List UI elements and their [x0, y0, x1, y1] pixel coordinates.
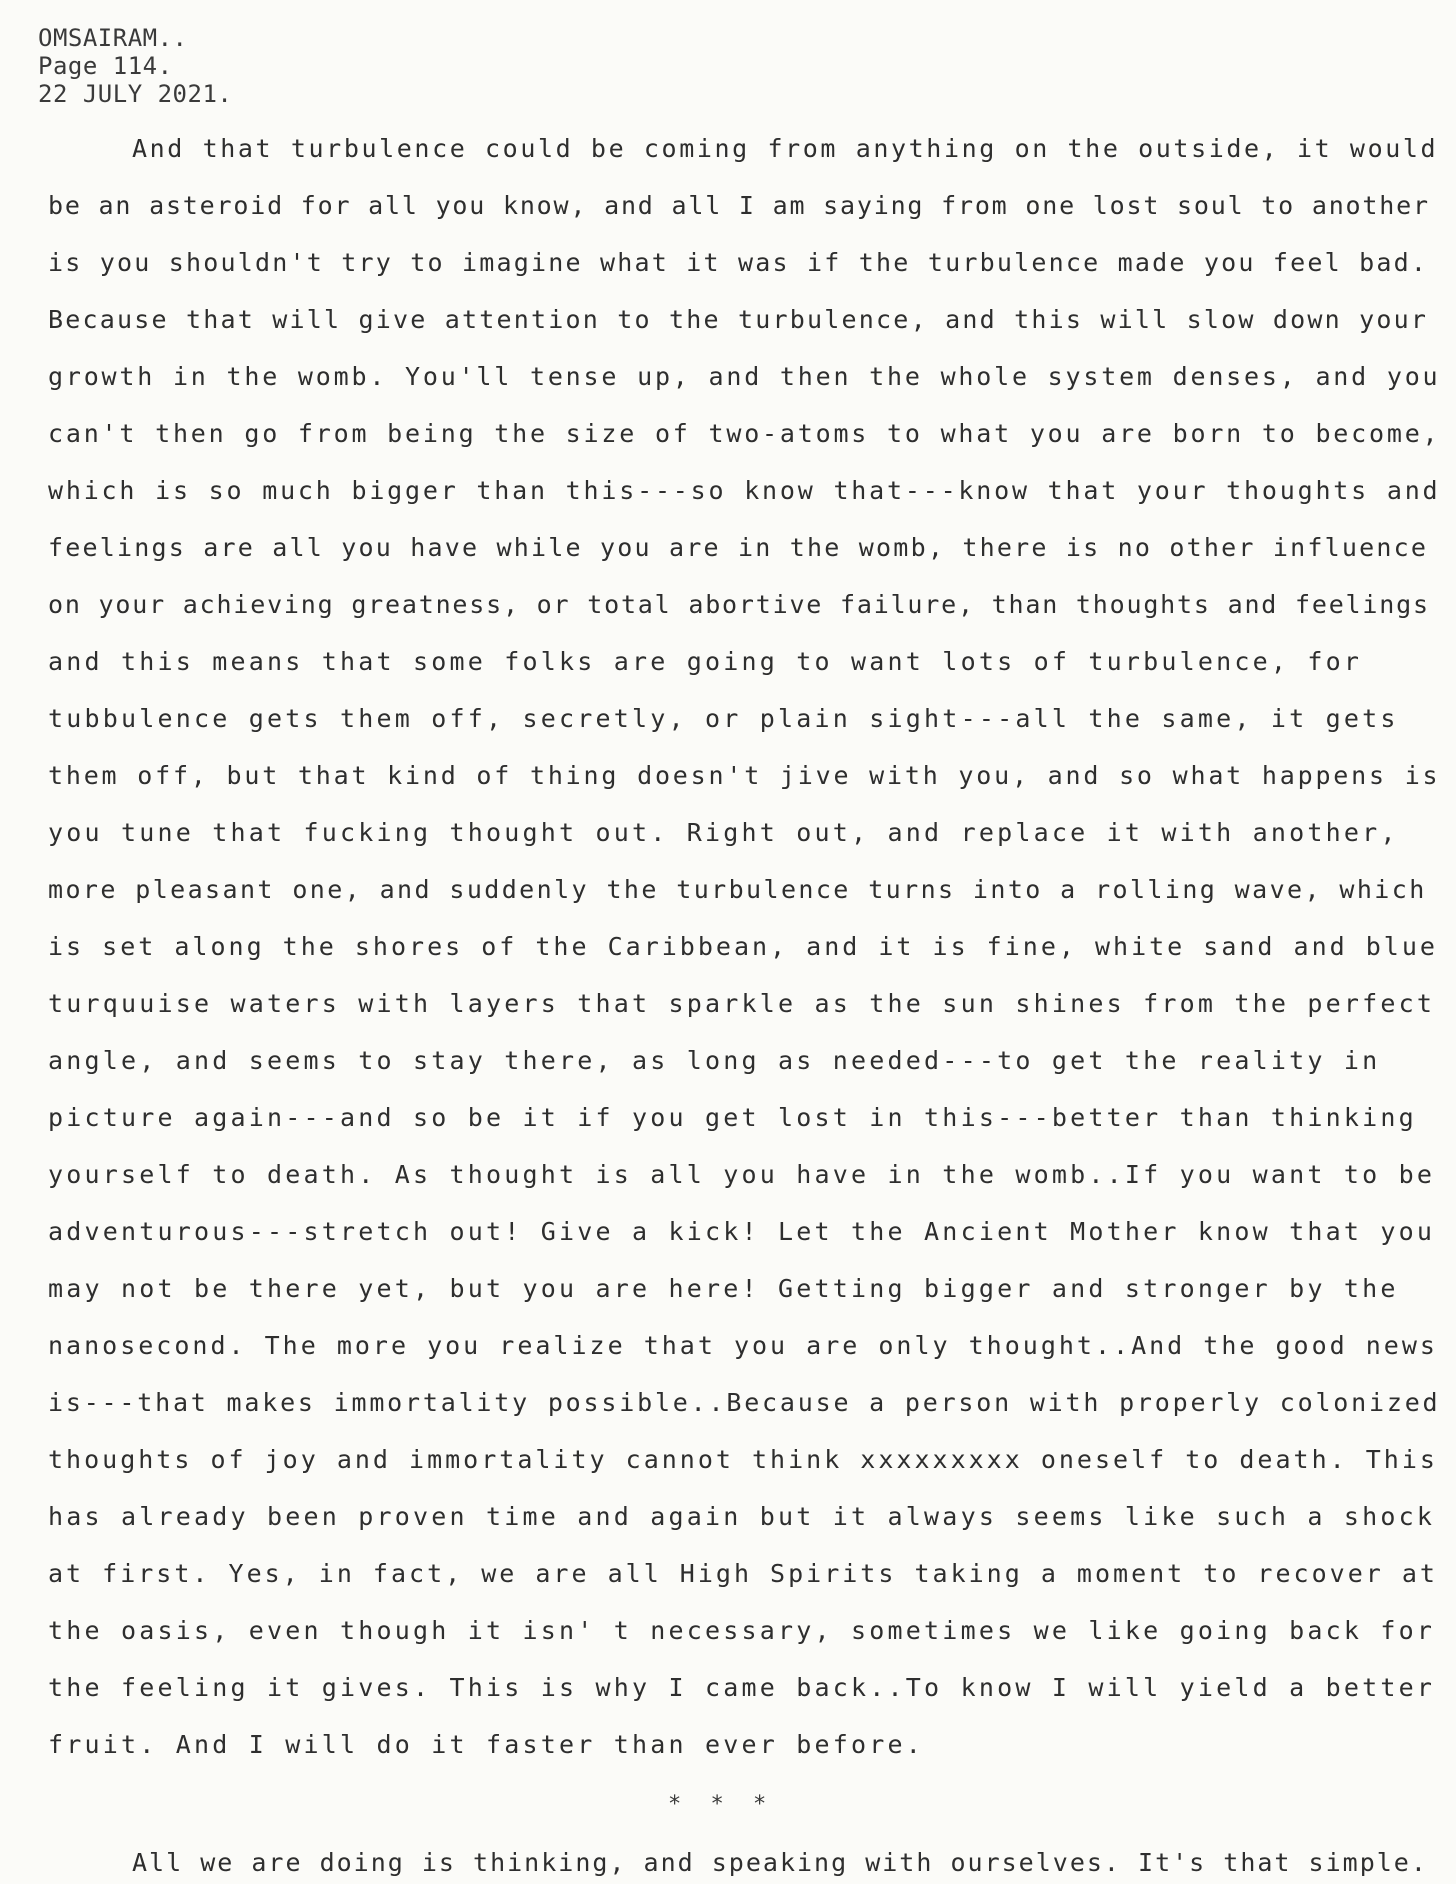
- page-date: 22 JULY 2021.: [38, 80, 233, 108]
- text-line: And that turbulence could be coming from anything on the outside, it would: [132, 134, 1439, 163]
- text-line: more pleasant one, and suddenly the turbulence turns into a rolling wave, which: [48, 875, 1427, 904]
- text-line: yourself to death. As thought is all you have in the womb..If you want to be: [48, 1160, 1436, 1189]
- text-line: All we are doing is thinking, and speaking with ourselves. It's that simple.: [132, 1848, 1428, 1877]
- text-line: may not be there yet, but you are here! Getting bigger and stronger by the: [48, 1274, 1399, 1303]
- text-line: feelings are all you have while you are in the womb, there is no other influence: [48, 533, 1429, 562]
- text-line: be an asteroid for all you know, and all I am saying from one lost soul to another: [48, 191, 1430, 220]
- page-number: Page 114.: [38, 52, 173, 80]
- text-line: them off, but that kind of thing doesn't jive with you, and so what happens is: [48, 761, 1441, 790]
- text-line: the feeling it gives. This is why I came back..To know I will yield a better: [48, 1673, 1436, 1702]
- text-line: has already been proven time and again but it always seems like such a shock: [48, 1502, 1436, 1531]
- text-line: adventurous---stretch out! Give a kick! Let the Ancient Mother know that you: [48, 1217, 1436, 1246]
- text-line: and this means that some folks are going to want lots of turbulence, for: [48, 647, 1363, 676]
- text-line: is---that makes immortality possible..Because a person with properly colonized: [48, 1388, 1441, 1417]
- text-line: is you shouldn't try to imagine what it was if the turbulence made you feel bad.: [48, 248, 1429, 277]
- text-line: is set along the shores of the Caribbean, and it is fine, white sand and blue: [48, 932, 1438, 961]
- text-line: nanosecond. The more you realize that you are only thought..And the good news: [48, 1331, 1438, 1360]
- header-title: OMSAIRAM..: [38, 24, 188, 52]
- text-line: turquuise waters with layers that sparkle as the sun shines from the perfect: [48, 989, 1436, 1018]
- text-line: tubbulence gets them off, secretly, or plain sight---all the same, it gets: [48, 704, 1399, 733]
- text-line: you tune that fucking thought out. Right out, and replace it with another,: [48, 818, 1399, 847]
- text-line: fruit. And I will do it faster than ever before.: [48, 1730, 925, 1759]
- text-line: Because that will give attention to the turbulence, and this will slow down your: [48, 305, 1429, 334]
- text-line: on your achieving greatness, or total abortive failure, than thoughts and feelings: [48, 590, 1430, 619]
- section-separator: * * *: [668, 1792, 775, 1817]
- text-line: angle, and seems to stay there, as long as needed---to get the reality in: [48, 1046, 1381, 1075]
- text-line: growth in the womb. You'll tense up, and then the whole system denses, and you: [48, 362, 1441, 391]
- text-line: at first. Yes, in fact, we are all High Spirits taking a moment to recover at: [48, 1559, 1438, 1588]
- page-header: [38, 24, 232, 108]
- text-line: the oasis, even though it isn' t necessary, sometimes we like going back for: [48, 1616, 1436, 1645]
- text-line: picture again---and so be it if you get lost in this---better than thinking: [48, 1103, 1417, 1132]
- text-line: which is so much bigger than this---so know that---know that your thoughts and: [48, 476, 1441, 505]
- text-line: thoughts of joy and immortality cannot think xxxxxxxxx oneself to death. This: [48, 1445, 1438, 1474]
- text-line: can't then go from being the size of two-atoms to what you are born to become,: [48, 419, 1441, 448]
